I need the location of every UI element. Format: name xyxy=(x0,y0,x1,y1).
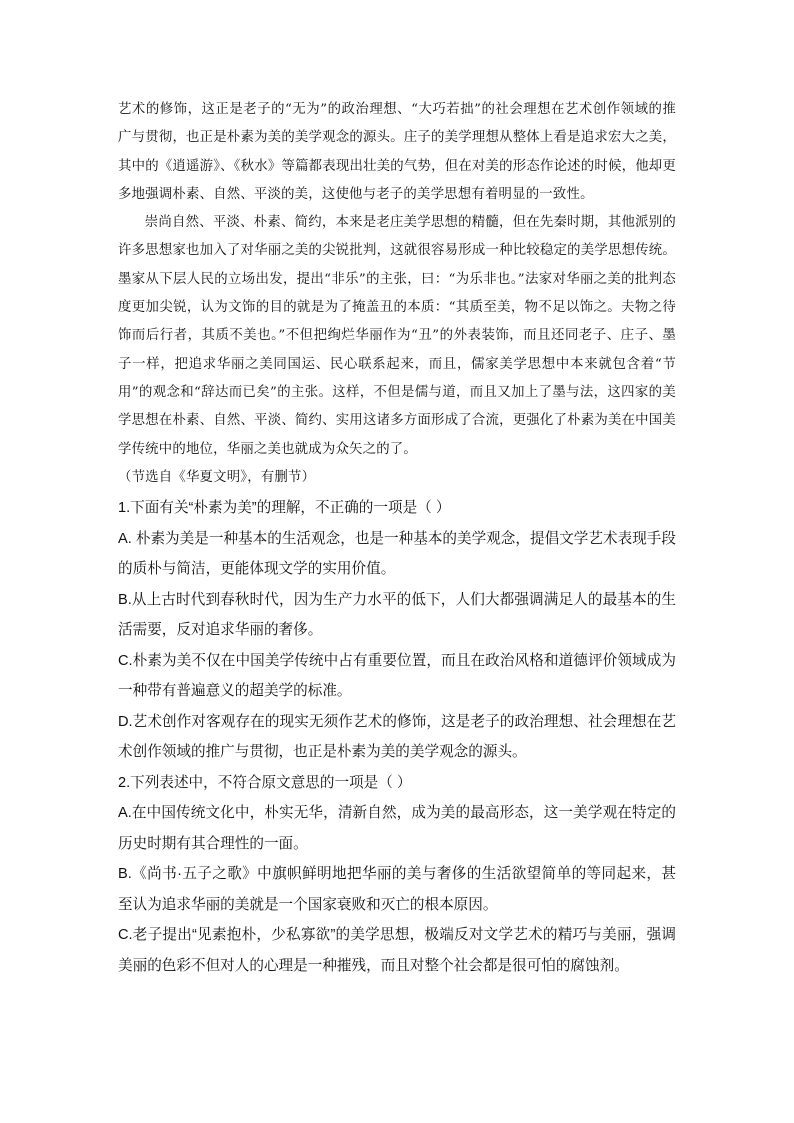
option-c: C.朴素为美不仅在中国美学传统中占有重要位置，而且在政治风格和道德评价领域成为一种带有普遍意义的超美学的标准。 xyxy=(118,652,676,700)
document-page xyxy=(118,96,676,981)
option-c: C.老子提出“见素抱朴，少私寡欲”的美学思想，极端反对文学艺术的精巧与美丽，强调美丽的色彩不但对人的心理是一种摧残，而且对整个社会都是很可怕的腐蚀剂。 xyxy=(118,927,676,974)
question-stem: 2.下列表述中，不符合原文意思的一项是（ ） xyxy=(118,774,412,791)
question-1 xyxy=(118,493,676,768)
passage xyxy=(118,96,676,492)
passage-paragraph-2: 崇尚自然、平淡、朴素、简约，本来是老庄美学思想的精髓，但在先秦时期，其他派别的许多思想家也加入了对华丽之美的尖锐批判，这就很容易形成一种比较稳定的美学思想传统。墨家从下层人民的立场出发，提出“非乐”的主张，曰：“为乐非也。”法家对华丽之美的批判态度更加尖锐，认为文饰的目的就是为了掩盖丑的本质：“其质至美，物不足以饰之。夫物之待饰而后行者，其质不美也。”不但把绚烂华丽作为“丑”的外表装饰，而且还同老子、庄子、墨子一样，把追求华丽之美同国运、民心联系起来，而且，儒家美学思想中本来就包含着“节用”的观念和“辞达而已矣”的主张。这样，不但是儒与道，而且又加上了墨与法，这四家的美学思想在朴素、自然、平淡、简约、实用这诸多方面形成了合流，更强化了朴素为美在中国美学传统中的地位，华丽之美也就成为众矢之的了。 xyxy=(118,215,676,457)
passage-source: （节选自《华夏文明》，有删节） xyxy=(118,469,316,485)
question-2 xyxy=(118,768,676,982)
questions xyxy=(118,493,676,981)
option-a: A.在中国传统文化中，朴实无华，清新自然，成为美的最高形态，这一美学观在特定的历史时期有其合理性的一面。 xyxy=(118,805,676,852)
option-b: B.从上古时代到春秋时代，因为生产力水平的低下，人们大都强调满足人的最基本的生活需要，反对追求华丽的奢侈。 xyxy=(118,591,676,639)
option-a: A. 朴素为美是一种基本的生活观念，也是一种基本的美学观念，提倡文学艺术表现手段的质朴与简洁，更能体现文学的实用价值。 xyxy=(118,530,676,578)
question-stem: 1.下面有关“朴素为美”的理解，不正确的一项是（ ） xyxy=(118,500,451,517)
option-d: D.艺术创作对客观存在的现实无须作艺术的修饰，这是老子的政治理想、社会理想在艺术创作领域的推广与贯彻，也正是朴素为美的美学观念的源头。 xyxy=(118,713,676,761)
option-b: B.《尚书·五子之歌》中旗帜鲜明地把华丽的美与奢侈的生活欲望简单的等同起来，甚至认为追求华丽的美就是一个国家衰败和灭亡的根本原因。 xyxy=(118,866,676,913)
passage-paragraph-1: 艺术的修饰，这正是老子的“无为”的政治理想、“大巧若拙”的社会理想在艺术创作领域的推广与贯彻，也正是朴素为美的美学观念的源头。庄子的美学理想从整体上看是追求宏大之美，其中的《逍遥游》、《秋水》等篇都表现出壮美的气势，但在对美的形态作论述的时候，他却更多地强调朴素、自然、平淡的美，这使他与老子的美学思想有着明显的一致性。 xyxy=(118,102,676,202)
